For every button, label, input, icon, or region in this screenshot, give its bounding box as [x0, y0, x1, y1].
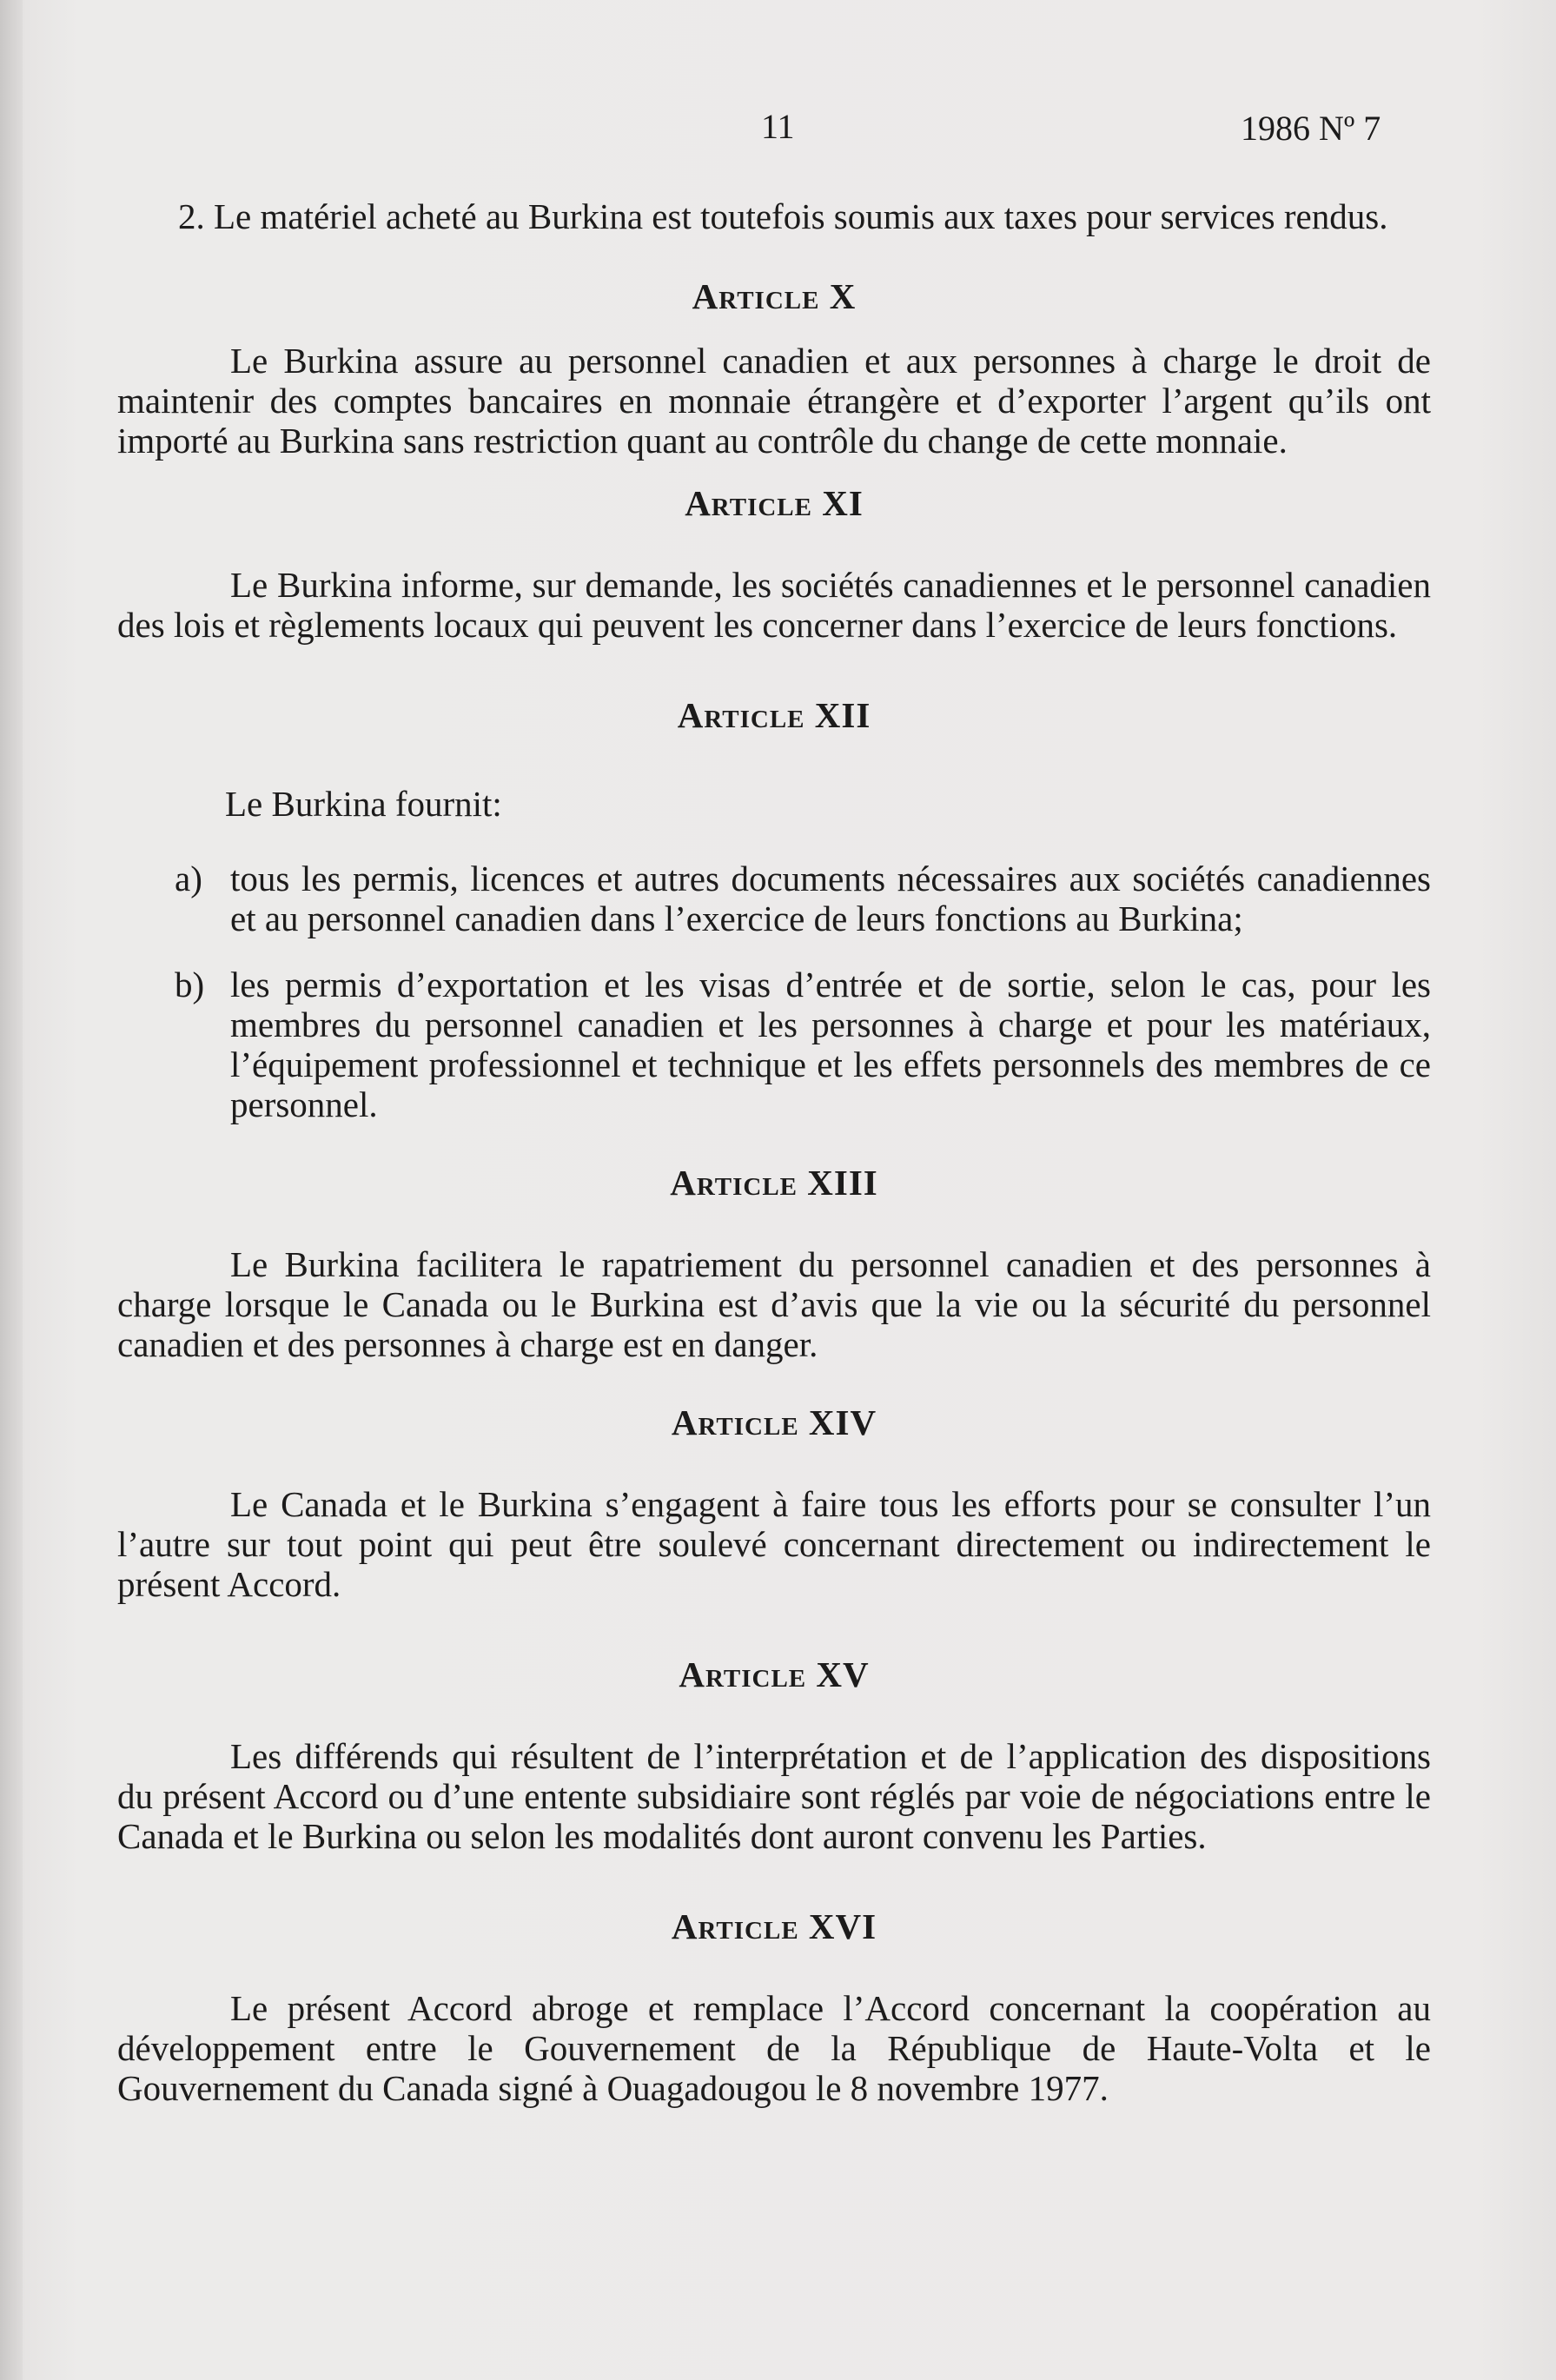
article-xv-text: Les différends qui résultent de l’interprétation et de l’application des dispositions du présent Accord ou d’une entente subsidiaire sont réglés par voie de négociations entre le Canada et le Burkina ou selon les modalités dont auront convenu les Parties.	[117, 1736, 1431, 1856]
document-body	[117, 196, 1431, 2108]
book-spine-shadow	[0, 0, 23, 2380]
article-xiii-text: Le Burkina facilitera le rapatriement du personnel canadien et des personnes à charge lorsque le Canada ou le Burkina est d’avis que la vie ou la sécurité du personnel canadien et des personnes à charge est en danger.	[117, 1244, 1431, 1364]
article-xvi-text: Le présent Accord abroge et remplace l’Accord concernant la coopération au développement entre le Gouvernement de la République de Haute-Volta et le Gouvernement du Canada signé à Ouagadougou le 8 novembre 1977.	[117, 1988, 1431, 2108]
intro-paragraph: 2. Le matériel acheté au Burkina est toutefois soumis aux taxes pour services rendus.	[178, 196, 1388, 236]
article-xv-heading: Article XV	[679, 1654, 870, 1694]
article-xii-heading: Article XII	[677, 695, 871, 735]
article-xii-text: Le Burkina fournit:	[225, 784, 502, 824]
article-xvi-heading: Article XVI	[671, 1906, 877, 1946]
article-xi-text: Le Burkina informe, sur demande, les sociétés canadiennes et le personnel canadien des lois et règlements locaux qui peuvent les concerner dans l’exercice de leurs fonctions.	[117, 565, 1431, 645]
list-item-b	[117, 965, 1431, 1124]
article-x-text: Le Burkina assure au personnel canadien et aux personnes à charge le droit de maintenir des comptes bancaires en monnaie étrangère et d’exporter l’argent qu’ils ont importé au Burkina sans restriction quant au contrôle du change de cette monnaie.	[117, 341, 1431, 461]
article-xi-heading: Article XI	[685, 483, 864, 523]
article-xiv-heading: Article XIV	[671, 1402, 877, 1442]
list-label-a: a)	[175, 859, 202, 898]
list-text-a: tous les permis, licences et autres documents nécessaires aux sociétés canadiennes et au personnel canadien dans l’exercice de leurs fonctions au Burkina;	[230, 859, 1431, 938]
issue-label: 1986 Nº 7	[1241, 109, 1381, 148]
list-label-b: b)	[175, 965, 205, 1004]
article-xiii-heading: Article XIII	[670, 1163, 878, 1203]
page-number: 11	[761, 107, 795, 146]
page-header	[0, 106, 1556, 158]
article-xiv-text: Le Canada et le Burkina s’engagent à faire tous les efforts pour se consulter l’un l’autre sur tout point qui peut être soulevé concernant directement ou indirectement le présent Accord.	[117, 1484, 1431, 1604]
list-item-a	[117, 859, 1431, 938]
list-text-b: les permis d’exportation et les visas d’entrée et de sortie, selon le cas, pour les membres du personnel canadien et les personnes à charge et pour les matériaux, l’équipement professionnel et technique et les effets personnels des membres de ce personnel.	[230, 965, 1431, 1124]
article-x-heading: Article X	[692, 276, 857, 316]
